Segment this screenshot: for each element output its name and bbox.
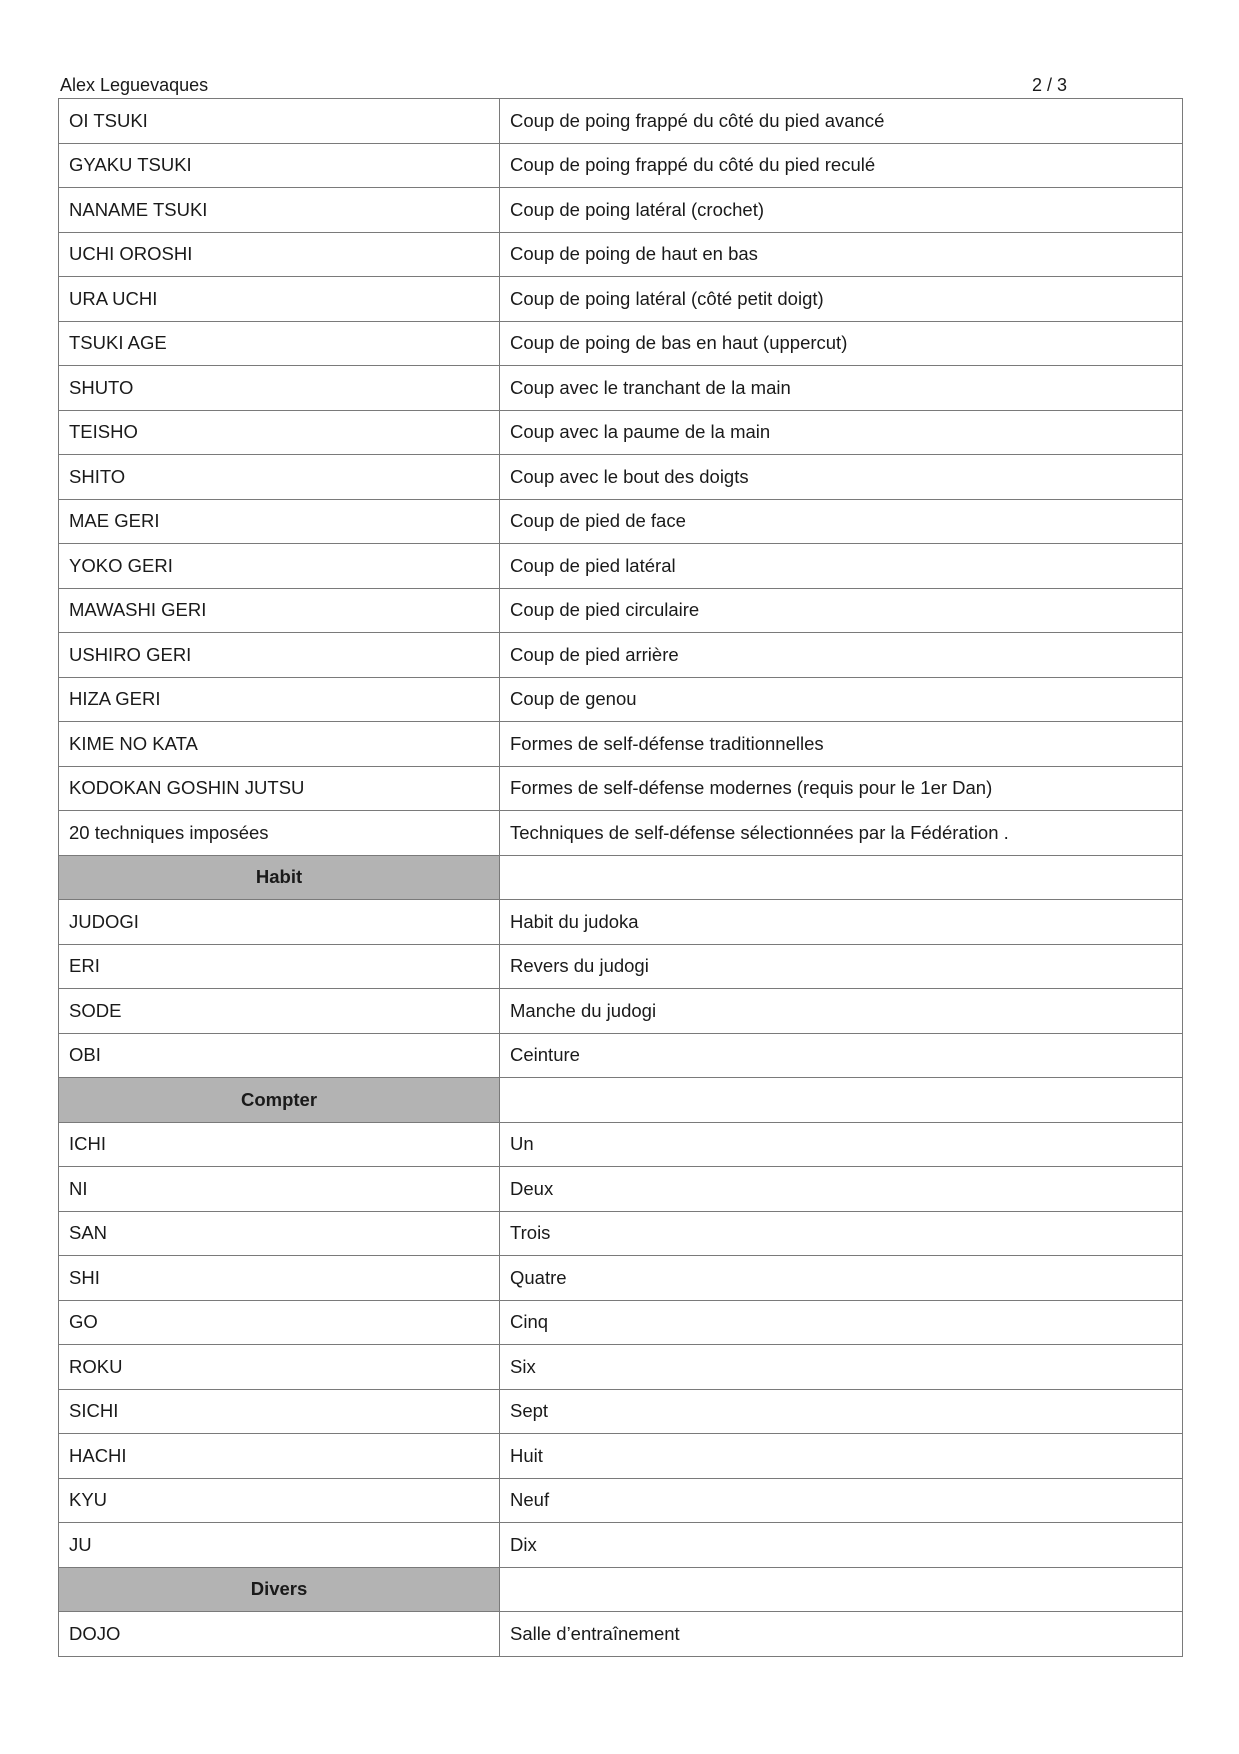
- term-cell: GYAKU TSUKI: [59, 143, 500, 188]
- section-empty-cell: [500, 855, 1183, 900]
- term-cell: SODE: [59, 989, 500, 1034]
- table-row: [59, 1167, 1183, 1212]
- definition-cell: Coup de pied de face: [500, 499, 1183, 544]
- definition-cell: Formes de self-défense modernes (requis pour le 1er Dan): [500, 766, 1183, 811]
- table-row: [59, 900, 1183, 945]
- term-cell: KYU: [59, 1478, 500, 1523]
- table-row: [59, 1256, 1183, 1301]
- definition-cell: Coup de poing frappé du côté du pied avancé: [500, 99, 1183, 144]
- term-cell: TEISHO: [59, 410, 500, 455]
- page-number: 2 / 3: [1031, 75, 1067, 95]
- section-title: Divers: [59, 1567, 500, 1612]
- term-cell: SHITO: [59, 455, 500, 500]
- definition-cell: Coup avec la paume de la main: [500, 410, 1183, 455]
- definition-cell: Coup de poing frappé du côté du pied reculé: [500, 143, 1183, 188]
- definition-cell: Revers du judogi: [500, 944, 1183, 989]
- term-cell: KODOKAN GOSHIN JUTSU: [59, 766, 500, 811]
- definition-cell: Quatre: [500, 1256, 1183, 1301]
- table-row: [59, 188, 1183, 233]
- definition-cell: Huit: [500, 1434, 1183, 1479]
- section-header-row: [59, 855, 1183, 900]
- table-row: [59, 588, 1183, 633]
- table-row: [59, 677, 1183, 722]
- section-title: Habit: [59, 855, 500, 900]
- table-row: [59, 321, 1183, 366]
- definition-cell: Habit du judoka: [500, 900, 1183, 945]
- definition-cell: Un: [500, 1122, 1183, 1167]
- term-cell: NANAME TSUKI: [59, 188, 500, 233]
- page-header: [60, 74, 1067, 96]
- definition-cell: Coup avec le bout des doigts: [500, 455, 1183, 500]
- table-row: [59, 989, 1183, 1034]
- term-cell: URA UCHI: [59, 277, 500, 322]
- term-cell: SHI: [59, 1256, 500, 1301]
- term-cell: HIZA GERI: [59, 677, 500, 722]
- table-row: [59, 455, 1183, 500]
- term-cell: JUDOGI: [59, 900, 500, 945]
- definition-cell: Coup de pied latéral: [500, 544, 1183, 589]
- term-cell: SAN: [59, 1211, 500, 1256]
- definition-cell: Manche du judogi: [500, 989, 1183, 1034]
- table-row: [59, 232, 1183, 277]
- term-cell: ROKU: [59, 1345, 500, 1390]
- table-row: [59, 766, 1183, 811]
- definition-cell: Six: [500, 1345, 1183, 1390]
- definition-cell: Formes de self-défense traditionnelles: [500, 722, 1183, 767]
- term-cell: SHUTO: [59, 366, 500, 411]
- term-cell: NI: [59, 1167, 500, 1212]
- table-row: [59, 1345, 1183, 1390]
- section-empty-cell: [500, 1567, 1183, 1612]
- term-cell: SICHI: [59, 1389, 500, 1434]
- definition-cell: Coup avec le tranchant de la main: [500, 366, 1183, 411]
- definition-cell: Coup de poing latéral (côté petit doigt): [500, 277, 1183, 322]
- term-cell: HACHI: [59, 1434, 500, 1479]
- term-cell: MAWASHI GERI: [59, 588, 500, 633]
- table-row: [59, 1523, 1183, 1568]
- table-row: [59, 544, 1183, 589]
- table-row: [59, 143, 1183, 188]
- section-header-row: [59, 1567, 1183, 1612]
- section-empty-cell: [500, 1078, 1183, 1123]
- table-row: [59, 1300, 1183, 1345]
- term-cell: GO: [59, 1300, 500, 1345]
- table-row: [59, 1389, 1183, 1434]
- glossary-body: [59, 99, 1183, 1657]
- term-cell: 20 techniques imposées: [59, 811, 500, 856]
- definition-cell: Sept: [500, 1389, 1183, 1434]
- definition-cell: Coup de poing de bas en haut (uppercut): [500, 321, 1183, 366]
- definition-cell: Cinq: [500, 1300, 1183, 1345]
- section-title: Compter: [59, 1078, 500, 1123]
- table-row: [59, 1478, 1183, 1523]
- definition-cell: Dix: [500, 1523, 1183, 1568]
- table-row: [59, 277, 1183, 322]
- term-cell: MAE GERI: [59, 499, 500, 544]
- table-row: [59, 1122, 1183, 1167]
- definition-cell: Ceinture: [500, 1033, 1183, 1078]
- term-cell: TSUKI AGE: [59, 321, 500, 366]
- term-cell: DOJO: [59, 1612, 500, 1657]
- definition-cell: Coup de genou: [500, 677, 1183, 722]
- term-cell: OI TSUKI: [59, 99, 500, 144]
- term-cell: OBI: [59, 1033, 500, 1078]
- glossary-table: [58, 98, 1183, 1657]
- table-row: [59, 811, 1183, 856]
- term-cell: YOKO GERI: [59, 544, 500, 589]
- table-row: [59, 633, 1183, 678]
- definition-cell: Trois: [500, 1211, 1183, 1256]
- table-row: [59, 1211, 1183, 1256]
- term-cell: ERI: [59, 944, 500, 989]
- table-row: [59, 366, 1183, 411]
- term-cell: ICHI: [59, 1122, 500, 1167]
- definition-cell: Techniques de self-défense sélectionnées par la Fédération .: [500, 811, 1183, 856]
- table-row: [59, 944, 1183, 989]
- term-cell: KIME NO KATA: [59, 722, 500, 767]
- term-cell: UCHI OROSHI: [59, 232, 500, 277]
- definition-cell: Deux: [500, 1167, 1183, 1212]
- definition-cell: Coup de poing de haut en bas: [500, 232, 1183, 277]
- table-row: [59, 1434, 1183, 1479]
- table-row: [59, 1612, 1183, 1657]
- definition-cell: Salle d’entraînement: [500, 1612, 1183, 1657]
- definition-cell: Coup de pied circulaire: [500, 588, 1183, 633]
- table-row: [59, 1033, 1183, 1078]
- table-row: [59, 499, 1183, 544]
- definition-cell: Coup de pied arrière: [500, 633, 1183, 678]
- table-row: [59, 722, 1183, 767]
- section-header-row: [59, 1078, 1183, 1123]
- author-name: Alex Leguevaques: [60, 75, 209, 95]
- table-row: [59, 99, 1183, 144]
- table-row: [59, 410, 1183, 455]
- definition-cell: Coup de poing latéral (crochet): [500, 188, 1183, 233]
- term-cell: JU: [59, 1523, 500, 1568]
- definition-cell: Neuf: [500, 1478, 1183, 1523]
- term-cell: USHIRO GERI: [59, 633, 500, 678]
